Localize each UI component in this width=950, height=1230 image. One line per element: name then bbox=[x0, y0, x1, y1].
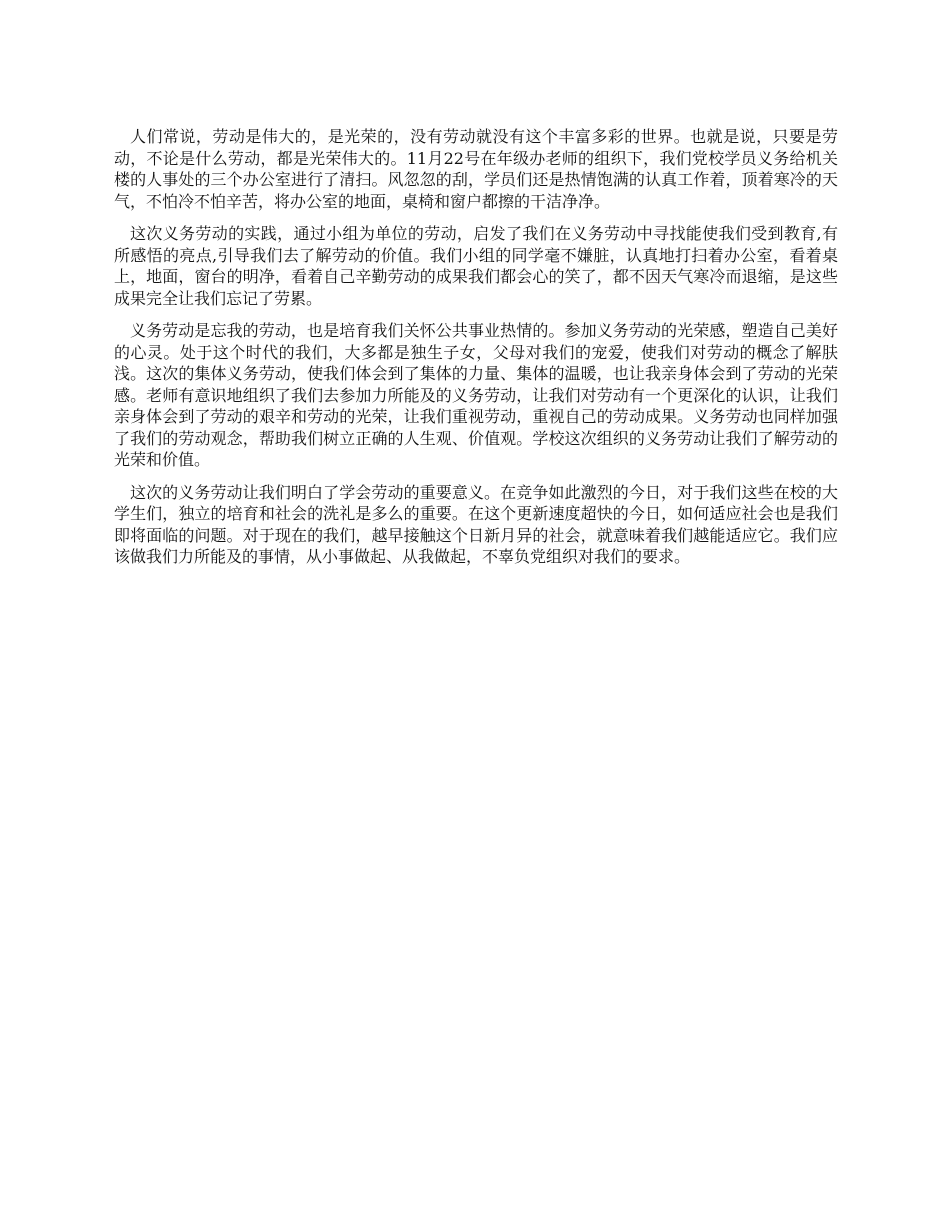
paragraph-3: 义务劳动是忘我的劳动，也是培育我们关怀公共事业热情的。参加义务劳动的光荣感，塑造自己美好的心灵。处于这个时代的我们，大多都是独生子女，父母对我们的宠爱，使我们对劳动的概念了解肤浅。这次的集体义务劳动，使我们体会到了集体的力量、集体的温暖，也让我亲身体会到了劳动的光荣感。老师有意识地组织了我们去参加力所能及的义务劳动，让我们对劳动有一个更深化的认识，让我们亲身体会到了劳动的艰辛和劳动的光荣，让我们重视劳动，重视自己的劳动成果。义务劳动也同样加强了我们的劳动观念，帮助我们树立正确的人生观、价值观。学校这次组织的义务劳动让我们了解劳动的光荣和价值。 bbox=[114, 321, 838, 469]
paragraph-4: 这次的义务劳动让我们明白了学会劳动的重要意义。在竞争如此激烈的今日，对于我们这些在校的大学生们，独立的培育和社会的洗礼是多么的重要。在这个更新速度超快的今日，如何适应社会也是我们即将面临的问题。对于现在的我们，越早接触这个日新月异的社会，就意味着我们越能适应它。我们应该做我们力所能及的事情，从小事做起、从我做起，不辜负党组织对我们的要求。 bbox=[114, 482, 838, 566]
paragraph-1: 人们常说，劳动是伟大的，是光荣的，没有劳动就没有这个丰富多彩的世界。也就是说，只要是劳动，不论是什么劳动，都是光荣伟大的。11月22号在年级办老师的组织下，我们党校学员义务给机关楼的人事处的三个办公室进行了清扫。风忽忽的刮，学员们还是热情饱满的认真工作着，顶着寒冷的天气，不怕冷不怕辛苦，将办公室的地面，桌椅和窗户都擦的干洁净净。 bbox=[114, 127, 838, 211]
document-body bbox=[114, 126, 838, 579]
paragraph-2: 这次义务劳动的实践，通过小组为单位的劳动，启发了我们在义务劳动中寻找能使我们受到教育,有所感悟的亮点,引导我们去了解劳动的价值。我们小组的同学毫不嫌脏，认真地打扫着办公室，看着桌上，地面，窗台的明净，看着自己辛勤劳动的成果我们都会心的笑了，都不因天气寒冷而退缩，是这些成果完全让我们忘记了劳累。 bbox=[114, 224, 838, 308]
